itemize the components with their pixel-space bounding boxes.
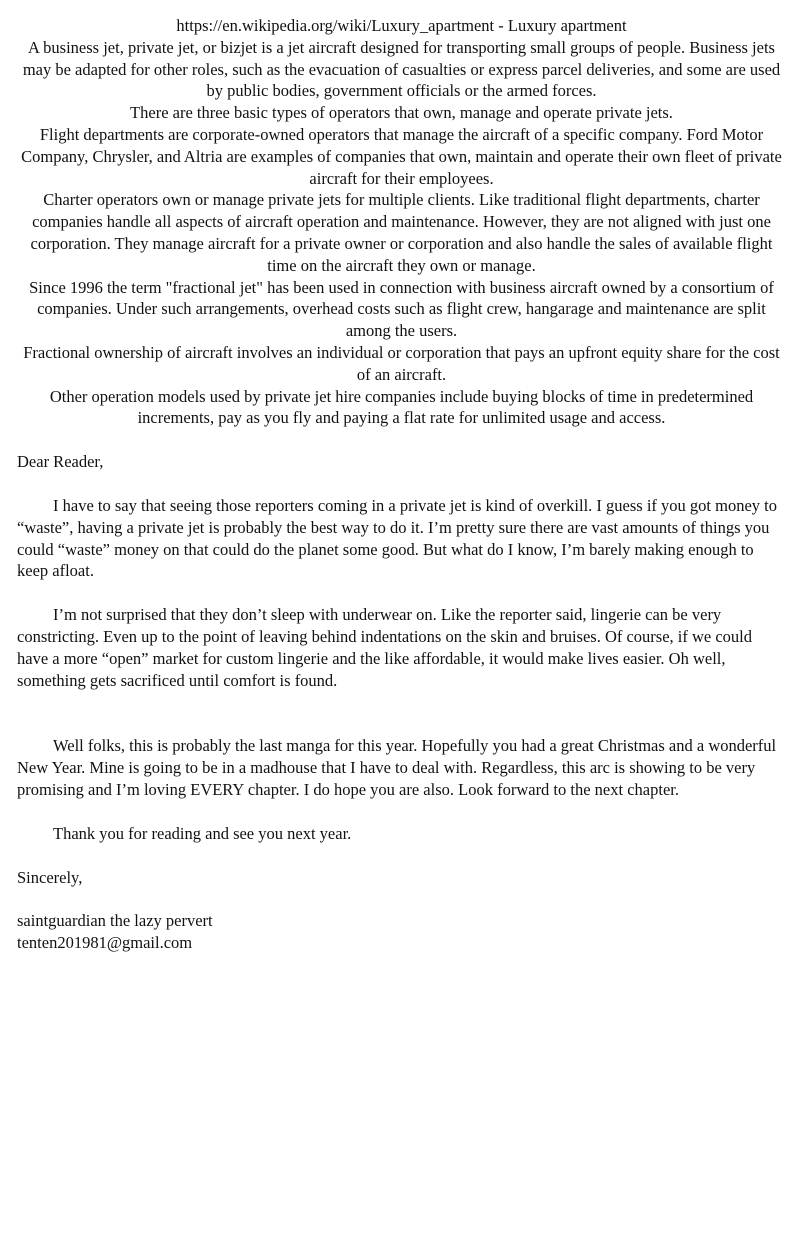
letter <box>17 451 786 954</box>
letter-paragraph-1: I have to say that seeing those reporters coming in a private jet is kind of overkill. I guess if you got money to “waste”, having a private jet is probably the best way to do it. I’m pretty sure there are vast amounts of things you could “waste” money on that could do the planet some good. But what do I know, I’m barely making enough to keep afloat. <box>17 495 778 581</box>
letter-paragraph-2: I’m not surprised that they don’t sleep with underwear on. Like the reporter said, lingerie can be very constricting. Even up to the point of leaving behind indentations on the skin and bruises. Of course, if we could have a more “open” market for custom lingerie and the like affordable, it would make lives easier. Oh well, something gets sacrificed until comfort is found. <box>17 605 753 690</box>
closing: Sincerely, <box>17 867 83 887</box>
wiki-paragraph: Other operation models used by private jet hire companies include buying blocks of time in predetermined increments, pay as you fly and paying a flat rate for unlimited usage and access. <box>49 386 754 428</box>
wiki-excerpt <box>17 15 786 429</box>
wiki-paragraph: Flight departments are corporate-owned operators that manage the aircraft of a specific company. Ford Motor Company, Chrysler, and Altria are examples of companies that own, maintain and operate their own fleet of private aircraft for their employees. <box>21 124 782 188</box>
signature-name: saintguardian the lazy pervert <box>17 911 213 931</box>
wiki-paragraph: Fractional ownership of aircraft involves an individual or corporation that pays an upfront equity share for the cost of an aircraft. <box>23 342 780 384</box>
source-line: https://en.wikipedia.org/wiki/Luxury_apartment - Luxury apartment <box>176 16 627 35</box>
wiki-paragraph: Charter operators own or manage private jets for multiple clients. Like traditional flight departments, charter companies handle all aspects of aircraft operation and maintenance. However, they are not aligned with just one corporation. They manage aircraft for a private owner or corporation and also handle the sales of available flight time on the aircraft they own or manage. <box>30 190 773 275</box>
wiki-paragraph: A business jet, private jet, or bizjet is a jet aircraft designed for transporting small groups of people. Business jets may be adapted for other roles, such as the evacuation of casualties or express parcel deliveries, and some are used by public bodies, government officials or the armed forces. <box>22 37 781 101</box>
letter-paragraph-4: Thank you for reading and see you next year. <box>53 823 352 843</box>
wiki-paragraph: Since 1996 the term "fractional jet" has been used in connection with business aircraft owned by a consortium of companies. Under such arrangements, overhead costs such as flight crew, hangarage and maintenance are split among the users. <box>29 277 774 341</box>
letter-paragraph-3: Well folks, this is probably the last manga for this year. Hopefully you had a great Christmas and a wonderful New Year. Mine is going to be in a madhouse that I have to deal with. Regardless, this arc is showing to be very promising and I’m loving EVERY chapter. I do hope you are also. Look forward to the next chapter. <box>17 736 777 799</box>
salutation: Dear Reader, <box>17 452 104 472</box>
signature-email: tenten201981@gmail.com <box>17 933 193 953</box>
wiki-paragraph: There are three basic types of operators that own, manage and operate private jets. <box>130 103 673 123</box>
